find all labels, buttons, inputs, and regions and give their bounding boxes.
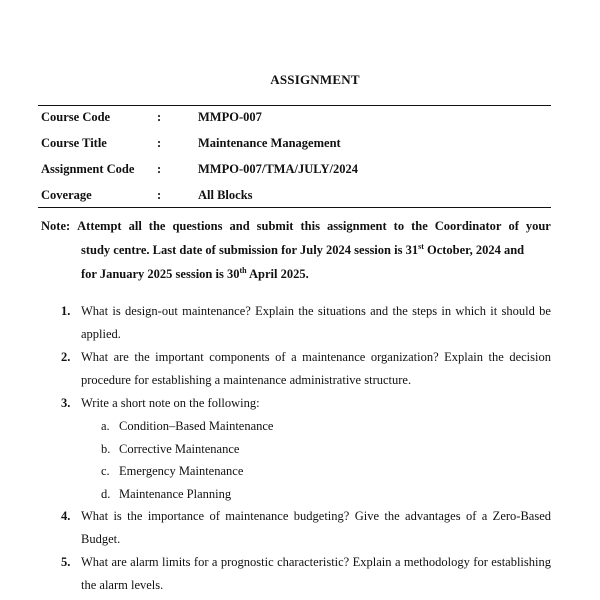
course-code-row [38,106,551,132]
sub-question-item [81,415,551,438]
course-title-label: Course Title [41,136,107,150]
note-word: assignment [326,219,387,233]
page-title: ASSIGNMENT [270,72,360,87]
course-code-value: MMPO-007 [198,110,262,124]
course-title-colon: : [157,136,162,150]
note-word: to [393,219,405,233]
submission-note [41,214,551,286]
note-word: this [300,219,320,233]
question-text: What is design-out maintenance? Explain the situations and the steps in which it should be applied. [81,304,551,341]
coverage-row [38,184,551,207]
sub-question-list [81,415,551,505]
note-line-2-text: study centre. Last date of submission for July 2024 session is 31 [81,243,419,257]
sub-question-item [81,460,551,483]
note-word: Attempt [77,219,122,233]
course-code-label: Course Code [41,110,111,124]
question-text: What are the important components of a maintenance organization? Explain the decision procedure for establishing a maintenance administrative structure. [81,350,551,387]
note-word: Coordinator [434,219,502,233]
coverage-colon: : [157,188,162,202]
course-title-row [38,132,551,158]
question-item [41,300,551,346]
question-number: 5. [61,555,71,569]
question-item [41,505,551,551]
question-text: What are alarm limits for a prognostic characteristic? Explain a methodology for establishing the alarm levels. [81,555,551,592]
course-info-table [38,105,551,208]
note-word: submit [256,219,294,233]
question-number: 1. [61,304,71,318]
coverage-value: All Blocks [198,188,253,202]
assignment-code-colon: : [157,162,162,176]
sub-question-text: Maintenance Planning [119,486,232,501]
course-title-value: Maintenance Management [198,136,341,150]
sub-question-text: Corrective Maintenance [119,441,240,456]
note-line-1 [41,214,551,238]
sub-question-text: Emergency Maintenance [119,464,244,478]
note-word: questions [172,219,223,233]
note-line-3 [41,262,551,286]
note-line-3-text: for January 2025 session is 30 [81,267,240,281]
sub-question-item [81,438,551,461]
question-item [41,346,551,392]
sub-question-item [81,483,551,506]
question-text: Write a short note on the following: [81,396,260,410]
assignment-code-label: Assignment Code [41,162,135,176]
sub-question-letter: c. [101,464,110,478]
coverage-label: Coverage [41,188,92,202]
question-number: 3. [61,396,71,410]
note-word: of [508,219,519,233]
sub-question-letter: d. [101,486,111,501]
note-line-3-sup: th [239,265,247,275]
note-line-2-sup: st [418,241,424,251]
sub-question-letter: a. [101,419,110,433]
question-number: 2. [61,350,71,364]
note-line-2-tail: October, 2024 and [423,243,525,257]
question-item [41,551,551,597]
note-line-2 [41,238,551,262]
question-list [41,300,551,597]
course-code-colon: : [157,110,162,124]
note-word: your [525,219,551,233]
note-word: the [148,219,166,233]
note-word: and [229,219,250,233]
question-number: 4. [61,509,71,523]
assignment-code-value: MMPO-007/TMA/JULY/2024 [198,162,358,176]
sub-question-text: Condition–Based Maintenance [119,419,274,433]
note-word: Note: [41,219,71,233]
note-word: the [411,219,428,233]
assignment-code-row [38,158,551,184]
sub-question-letter: b. [101,441,111,456]
note-line-3-tail: April 2025. [246,267,309,281]
note-word: all [128,219,142,233]
question-item [41,392,551,505]
question-text: What is the importance of maintenance budgeting? Give the advantages of a Zero-Based Budget. [81,509,551,546]
